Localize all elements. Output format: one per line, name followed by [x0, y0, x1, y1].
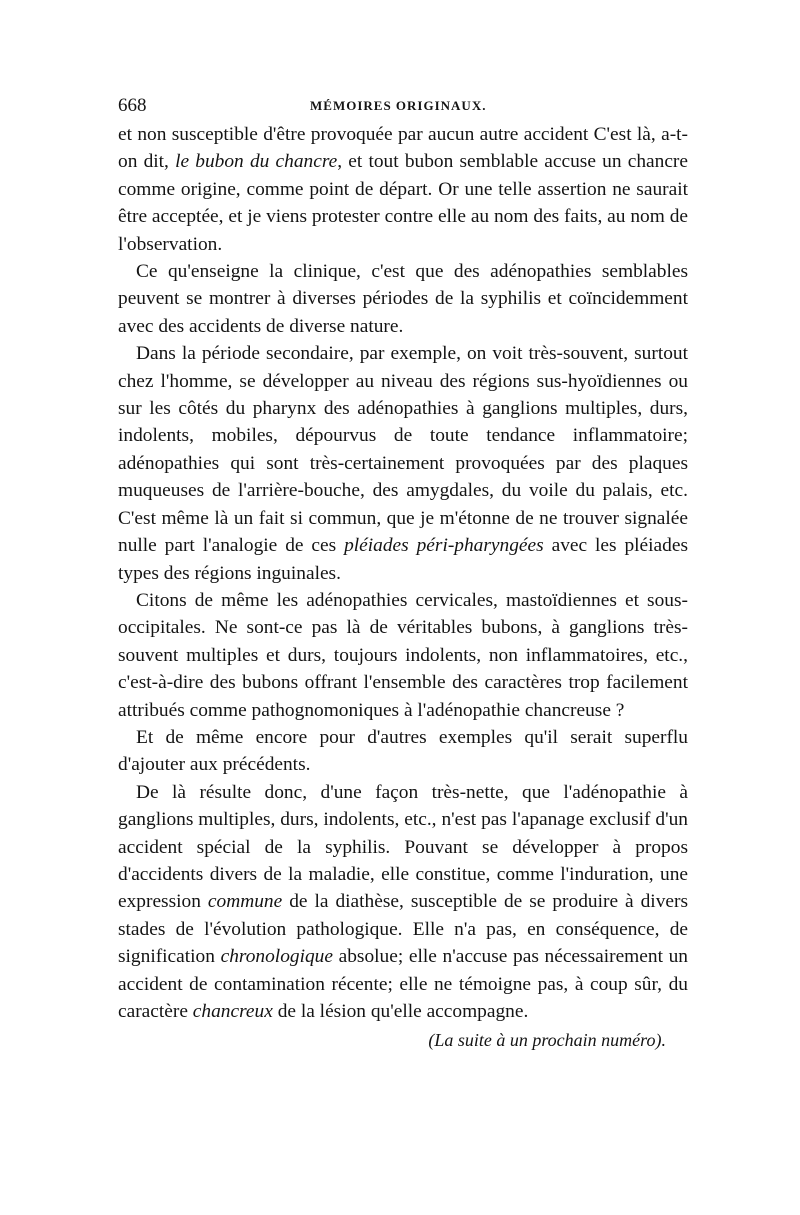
paragraph-6-text-b: de la diathèse, susceptible de se produire à divers stades de l'évolution pathologique. Elle n'a pas, en conséquence, de signification [118, 891, 689, 968]
paragraph-2 [118, 258, 688, 340]
paragraph-3-text-b: avec les pléiades types des régions inguinales. [118, 535, 688, 584]
paragraph-1 [118, 121, 688, 258]
paragraph-3-text-a: Dans la période secondaire, par exemple, on voit très-souvent, surtout chez l'homme, se développer au niveau des régions sus-hyoïdiennes ou sur les côtés du pharynx des adénopathies à ganglions multiples, durs, indolents, mobiles, dépourvus de toute tendance inflammatoire; adénopathies qui sont très-certainement provoquées par des plaques muqueuses de l'arrière-bouche, des amygdales, du voile du palais, etc. C'est même là un fait si commun, que je m'étonne de ne trouver signalée nulle part l'analogie de ces [118, 343, 688, 557]
page-header [118, 93, 688, 121]
paragraph-1-text-b: , et tout bubon semblable accuse un chancre comme origine, comme point de départ. Or une telle assertion ne saurait être acceptée, et je viens protester contre elle au nom des faits, au nom de l'observation. [118, 151, 688, 255]
article-body [118, 121, 688, 1025]
continuation-note: (La suite à un prochain numéro). [428, 1030, 666, 1051]
page [118, 93, 688, 1053]
paragraph-4-text: Citons de même les adénopathies cervicales, mastoïdiennes et sous-occipitales. Ne sont-ce pas là de véritables bubons, à ganglions très-souvent multiples et durs, toujours indolents, non inflammatoires, etc., c'est-à-dire des bubons offrant l'ensemble des caractères trop facilement attribués comme pathognomoniques à l'adénopathie chancreuse ? [118, 589, 688, 721]
paragraph-6-text-c: absolue; elle n'accuse pas nécessairement un accident de contamination récente; elle ne témoigne pas, à coup sûr, du caractère [118, 946, 688, 1022]
paragraph-6 [118, 779, 688, 1026]
paragraph-3-italic-a: pléiades péri-pharyngées [344, 535, 544, 557]
paragraph-3 [118, 340, 688, 587]
paragraph-6-text-a: De là résulte donc, d'une façon très-nette, que l'adénopathie à ganglions multiples, durs, indolents, etc., n'est pas l'apanage exclusif d'un accident spécial de la syphilis. Pouvant se développer à propos d'accidents divers de la maladie, elle constitue, comme l'induration, une expression [118, 781, 688, 913]
paragraph-6-text-d: de la lésion qu'elle accompagne. [272, 1001, 529, 1022]
paragraph-2-text: Ce qu'enseigne la clinique, c'est que des adénopathies semblables peuvent se montrer à diverses périodes de la syphilis et coïncidemment avec des accidents de diverse nature. [118, 261, 688, 337]
paragraph-6-italic-a: commune [207, 891, 283, 913]
page-number: 668 [118, 95, 147, 116]
paragraph-6-italic-b: chronologique [220, 946, 333, 968]
paragraph-1-italic-a: le bubon du chancre [175, 151, 338, 173]
paragraph-5-text: Et de même encore pour d'autres exemples qu'il serait superflu d'ajouter aux précédents. [118, 726, 688, 776]
paragraph-4 [118, 587, 688, 724]
paragraph-6-italic-c: chancreux [192, 1001, 273, 1022]
running-title: MÉMOIRES ORIGINAUX. [310, 98, 487, 113]
paragraph-5 [118, 724, 688, 779]
paragraph-1-text-a: et non susceptible d'être provoquée par aucun autre accident C'est là, a-t-on dit, [118, 124, 688, 173]
